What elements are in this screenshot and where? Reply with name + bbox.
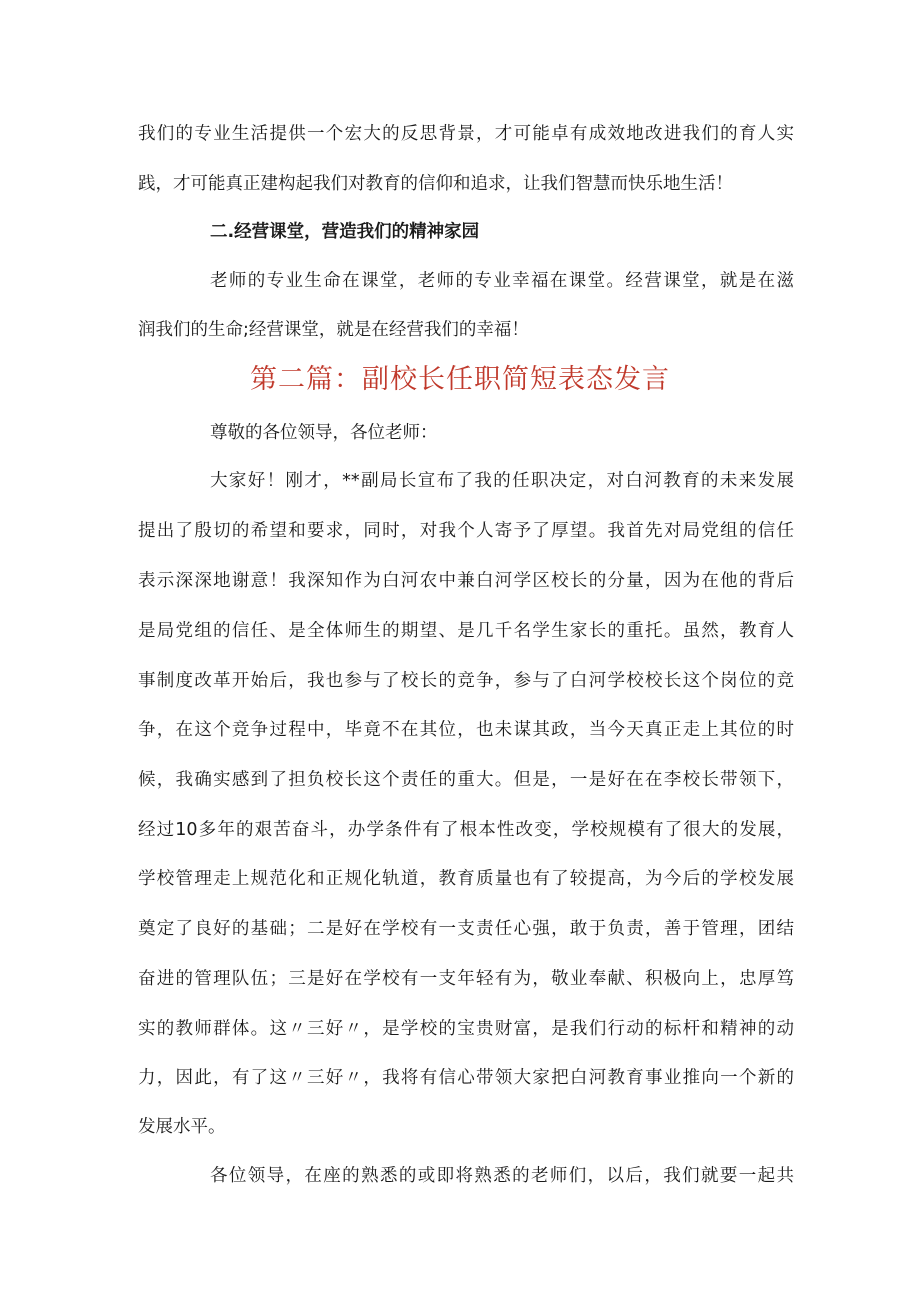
body-text-line: 提出了殷切的希望和要求，同时，对我个人寄予了厚望。我首先对局党组的信任 (138, 521, 794, 541)
body-text-line: 表示深深地谢意！我深知作为白河农中兼白河学区校长的分量，因为在他的背后 (138, 571, 794, 591)
body-text-line: 润我们的生命;经营课堂，就是在经营我们的幸福！ (138, 320, 529, 340)
body-text-line: 老师的专业生命在课堂，老师的专业幸福在课堂。经营课堂，就是在滋 (210, 271, 794, 291)
body-text-line: 各位领导，在座的熟悉的或即将熟悉的老师们，以后，我们就要一起共 (210, 1166, 794, 1186)
body-text-line: 争，在这个竞争过程中，毕竟不在其位，也未谋其政，当今天真正走上其位的时 (138, 720, 794, 740)
body-text-line: 是局党组的信任、是全体师生的期望、是几千名学生家长的重托。虽然，教育人 (138, 621, 794, 641)
section-heading: 二.经营课堂，营造我们的精神家园 (210, 222, 480, 242)
body-text-line: 事制度改革开始后，我也参与了校长的竞争，参与了白河学校校长这个岗位的竞 (138, 671, 794, 691)
body-text-line: 力，因此，有了这〃三好〃，我将有信心带领大家把白河教育事业推向一个新的 (138, 1068, 794, 1088)
body-text-line: 学校管理走上规范化和正规化轨道，教育质量也有了较提高，为今后的学校发展 (138, 869, 794, 889)
body-text-line: 大家好！刚才，**副局长宣布了我的任职决定，对白河教育的未来发展 (210, 471, 794, 491)
body-text-line: 奠定了良好的基础；二是好在学校有一支责任心强，敢于负责，善于管理，团结 (138, 919, 794, 939)
body-text-line: 践，才可能真正建构起我们对教育的信仰和追求，让我们智慧而快乐地生活！ (138, 174, 733, 194)
body-text-line: 发展水平。 (138, 1117, 226, 1137)
body-text-line: 我们的专业生活提供一个宏大的反思背景，才可能卓有成效地改进我们的育人实 (138, 124, 794, 144)
body-text-line: 实的教师群体。这〃三好〃，是学校的宝贵财富，是我们行动的标杆和精神的动 (138, 1019, 794, 1039)
body-text-line: 经过10多年的艰苦奋斗，办学条件有了根本性改变，学校规模有了很大的发展， (138, 820, 794, 840)
body-text-line: 奋进的管理队伍；三是好在学校有一支年轻有为，敬业奉献、积极向上，忠厚笃 (138, 969, 794, 989)
body-text-line: 候，我确实感到了担负校长这个责任的重大。但是，一是好在在李校长带领下， (138, 770, 794, 790)
salutation: 尊敬的各位领导，各位老师： (210, 423, 438, 443)
article-title: 第二篇：副校长任职简短表态发言 (250, 364, 670, 395)
